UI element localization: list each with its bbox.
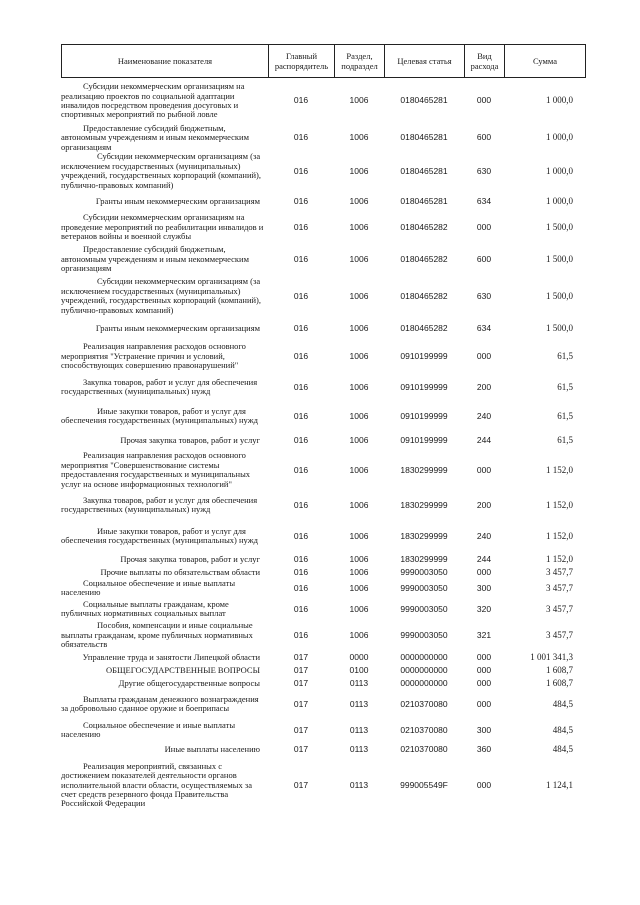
row-sum: 1 500,0: [546, 322, 573, 333]
row-name: Социальное обеспечение и иные выплаты населению: [61, 719, 236, 740]
row-sum: 1 608,7: [546, 664, 573, 675]
row-grbs: 016: [293, 629, 309, 640]
table-row: [61, 430, 585, 450]
row-grbs: 016: [293, 410, 309, 421]
row-name: Закупка товаров, работ и услуг для обеспечения государственных (муниципальных) нужд: [61, 494, 258, 515]
row-name: Реализация направления расходов основного мероприятия "Совершенствование системы предоставления государственных и муниципальных услуг на основе информационных технологий": [61, 450, 251, 489]
table-row: [61, 340, 585, 372]
row-section: 1006: [349, 530, 369, 541]
row-article: 0180465282: [400, 253, 448, 264]
row-article: 0210370080: [400, 698, 448, 709]
row-section: 1006: [349, 499, 369, 510]
row-grbs: 016: [293, 195, 309, 206]
row-type: 000: [476, 95, 492, 106]
row-sum: 1 000,0: [546, 132, 573, 143]
row-grbs: 016: [293, 499, 309, 510]
row-grbs: 016: [293, 530, 309, 541]
table-row: [61, 620, 585, 650]
row-article: 0180465281: [400, 165, 448, 176]
row-name: Гранты иным некоммерческим организациям: [95, 322, 260, 333]
row-grbs: 016: [293, 221, 309, 232]
row-sum: 61,5: [557, 434, 573, 445]
row-section: 0113: [349, 743, 369, 754]
row-section: 1006: [349, 221, 369, 232]
row-grbs: 017: [293, 677, 309, 688]
table-row: [61, 718, 585, 742]
row-sum: 1 152,0: [546, 499, 573, 510]
row-grbs: 016: [293, 566, 309, 577]
row-section: 0113: [349, 677, 369, 688]
row-name: Социальное обеспечение и иные выплаты населению: [61, 577, 236, 598]
row-type: 000: [476, 651, 492, 662]
row-sum: 1 500,0: [546, 221, 573, 232]
table-row: [61, 242, 585, 276]
row-grbs: 016: [293, 464, 309, 475]
row-type: 000: [476, 664, 492, 675]
row-section: 1006: [349, 350, 369, 361]
row-type: 634: [476, 195, 492, 206]
row-article: 0910199999: [400, 350, 448, 361]
row-name: Субсидии некоммерческим организациям (за исключением государственных (муниципальных) учреждений, государственных корпораций (компаний), публично-правовых компаний): [61, 151, 261, 190]
table-row: [61, 664, 585, 676]
row-grbs: 016: [293, 350, 309, 361]
row-section: 1006: [349, 290, 369, 301]
row-type: 630: [476, 290, 492, 301]
row-name: Субсидии некоммерческим организациям на проведение мероприятий по реабилитации инвалидов и ветеранов войны и военной службы: [61, 212, 264, 241]
row-section: 1006: [349, 381, 369, 392]
header-grbs: Главный распорядитель: [269, 45, 335, 78]
row-name: Предоставление субсидий бюджетным, автономным учреждениям и иным некоммерческим организациям: [61, 244, 249, 273]
row-article: 0180465282: [400, 290, 448, 301]
row-article: 0180465281: [400, 95, 448, 106]
row-article: 0210370080: [400, 743, 448, 754]
table-row: [61, 276, 585, 316]
table-row: [61, 78, 585, 124]
row-type: 000: [476, 677, 492, 688]
row-section: 1006: [349, 95, 369, 106]
row-type: 000: [476, 779, 492, 790]
row-name: Субсидии некоммерческим организациям на реализацию проектов по социальной адаптации инвалидов посредством проведения досуговых и спортивных мероприятий по рыбной ловле: [61, 81, 245, 120]
row-type: 300: [476, 724, 492, 735]
row-sum: 3 457,7: [546, 582, 573, 593]
row-name: Закупка товаров, работ и услуг для обеспечения государственных (муниципальных) нужд: [61, 376, 258, 397]
row-section: 1006: [349, 629, 369, 640]
row-sum: 1 152,0: [546, 530, 573, 541]
row-sum: 1 500,0: [546, 253, 573, 264]
row-section: 1006: [349, 132, 369, 143]
row-section: 1006: [349, 165, 369, 176]
row-type: 000: [476, 566, 492, 577]
row-type: 600: [476, 132, 492, 143]
header-section: Раздел, подраздел: [335, 45, 385, 78]
row-sum: 1 001 341,3: [530, 651, 573, 662]
row-section: 1006: [349, 410, 369, 421]
row-type: 000: [476, 698, 492, 709]
row-sum: 484,5: [552, 743, 573, 754]
row-type: 000: [476, 350, 492, 361]
row-name: Управление труда и занятости Липецкой области: [82, 651, 260, 662]
row-article: 999005549F: [400, 779, 448, 790]
row-grbs: 016: [293, 165, 309, 176]
row-article: 9990003050: [400, 629, 448, 640]
row-name: Пособия, компенсации и иные социальные выплаты гражданам, кроме публичных нормативных обязательств: [61, 620, 253, 649]
row-sum: 3 457,7: [546, 603, 573, 614]
row-article: 0000000000: [400, 677, 448, 688]
row-section: 1006: [349, 603, 369, 614]
row-type: 320: [476, 603, 492, 614]
row-name: ОБЩЕГОСУДАРСТВЕННЫЕ ВОПРОСЫ: [105, 664, 260, 675]
row-type: 000: [476, 464, 492, 475]
row-article: 1830299999: [400, 553, 448, 564]
table-row: [61, 742, 585, 756]
row-type: 244: [476, 553, 492, 564]
row-sum: 1 000,0: [546, 165, 573, 176]
row-grbs: 017: [293, 743, 309, 754]
row-section: 0113: [349, 724, 369, 735]
row-article: 0910199999: [400, 434, 448, 445]
row-grbs: 016: [293, 553, 309, 564]
table-row: [61, 212, 585, 242]
row-section: 0100: [349, 664, 369, 675]
row-name: Социальные выплаты гражданам, кроме публичных нормативных социальных выплат: [61, 598, 229, 619]
header-name: Наименование показателя: [62, 45, 269, 78]
row-grbs: 017: [293, 664, 309, 675]
row-section: 1006: [349, 434, 369, 445]
table-row: [61, 152, 585, 190]
row-type: 200: [476, 499, 492, 510]
row-grbs: 016: [293, 95, 309, 106]
table-row: [61, 598, 585, 620]
row-grbs: 016: [293, 253, 309, 264]
row-sum: 61,5: [557, 381, 573, 392]
row-grbs: 016: [293, 603, 309, 614]
table-row: [61, 756, 585, 814]
row-article: 1830299999: [400, 464, 448, 475]
row-type: 200: [476, 381, 492, 392]
table-row: [61, 520, 585, 552]
row-name: Прочая закупка товаров, работ и услуг: [120, 553, 260, 564]
row-grbs: 016: [293, 132, 309, 143]
row-sum: 1 152,0: [546, 464, 573, 475]
table-row: [61, 402, 585, 430]
row-article: 1830299999: [400, 499, 448, 510]
row-article: 0210370080: [400, 724, 448, 735]
row-section: 1006: [349, 566, 369, 577]
row-grbs: 017: [293, 698, 309, 709]
row-section: 1006: [349, 582, 369, 593]
row-type: 634: [476, 322, 492, 333]
table-row: [61, 690, 585, 718]
row-section: 0113: [349, 698, 369, 709]
row-article: 0000000000: [400, 664, 448, 675]
table-row: [61, 490, 585, 520]
row-name: Гранты иным некоммерческим организациям: [95, 195, 260, 206]
row-type: 321: [476, 629, 492, 640]
table-row: [61, 578, 585, 598]
row-article: 0910199999: [400, 381, 448, 392]
row-type: 000: [476, 221, 492, 232]
row-section: 1006: [349, 322, 369, 333]
row-type: 300: [476, 582, 492, 593]
row-type: 360: [476, 743, 492, 754]
row-grbs: 016: [293, 582, 309, 593]
table-row: [61, 552, 585, 566]
row-name: Иные закупки товаров, работ и услуг для обеспечения государственных (муниципальных) нужд: [61, 405, 258, 426]
row-article: 0180465282: [400, 221, 448, 232]
header-type: Вид расхода: [465, 45, 505, 78]
row-article: 9990003050: [400, 603, 448, 614]
row-grbs: 016: [293, 434, 309, 445]
table-row: [61, 566, 585, 578]
row-sum: 484,5: [552, 724, 573, 735]
row-type: 600: [476, 253, 492, 264]
row-name: Другие общегосударственные вопросы: [118, 677, 260, 688]
row-name: Субсидии некоммерческим организациям (за исключением государственных (муниципальных) учреждений, государственных корпораций (компаний), публично-правовых компаний): [61, 276, 261, 315]
row-sum: 1 500,0: [546, 290, 573, 301]
table-row: [61, 450, 585, 490]
row-name: Предоставление субсидий бюджетным, автономным учреждениям и иным некоммерческим организациям: [61, 123, 249, 152]
row-article: 0000000000: [400, 651, 448, 662]
row-sum: 1 000,0: [546, 95, 573, 106]
row-sum: 61,5: [557, 350, 573, 361]
row-type: 244: [476, 434, 492, 445]
row-article: 1830299999: [400, 530, 448, 541]
row-article: 0180465282: [400, 322, 448, 333]
row-sum: 1 124,1: [546, 779, 573, 790]
row-sum: 1 608,7: [546, 677, 573, 688]
row-article: 0180465281: [400, 132, 448, 143]
row-grbs: 017: [293, 724, 309, 735]
row-name: Реализация направления расходов основного мероприятия "Устранение причин и условий, способствующих совершению правонарушений": [61, 341, 246, 370]
row-article: 9990003050: [400, 566, 448, 577]
row-article: 9990003050: [400, 582, 448, 593]
row-grbs: 016: [293, 381, 309, 392]
row-sum: 484,5: [552, 698, 573, 709]
row-sum: 3 457,7: [546, 629, 573, 640]
row-grbs: 017: [293, 651, 309, 662]
row-section: 1006: [349, 253, 369, 264]
row-section: 0113: [349, 779, 369, 790]
row-section: 1006: [349, 464, 369, 475]
row-section: 1006: [349, 195, 369, 206]
row-name: Иные выплаты населению: [164, 743, 260, 754]
row-grbs: 016: [293, 322, 309, 333]
row-section: 1006: [349, 553, 369, 564]
table-header: [61, 44, 586, 78]
row-section: 0000: [349, 651, 369, 662]
row-grbs: 016: [293, 290, 309, 301]
row-name: Выплаты гражданам денежного вознаграждения за добровольно сданное оружие и боеприпасы: [61, 693, 259, 714]
row-name: Иные закупки товаров, работ и услуг для обеспечения государственных (муниципальных) нужд: [61, 525, 258, 546]
row-type: 240: [476, 410, 492, 421]
row-name: Реализация мероприятий, связанных с достижением показателей деятельности органов исполнительной власти области, осуществляемых за счет средств резервного фонда Правительства Российской Федерации: [61, 760, 252, 809]
row-type: 630: [476, 165, 492, 176]
row-grbs: 017: [293, 779, 309, 790]
row-name: Прочая закупка товаров, работ и услуг: [120, 434, 260, 445]
header-sum: Сумма: [505, 45, 586, 78]
table-row: [61, 124, 585, 152]
row-name: Прочие выплаты по обязательствам области: [100, 566, 260, 577]
row-type: 240: [476, 530, 492, 541]
row-sum: 1 152,0: [546, 553, 573, 564]
row-article: 0180465281: [400, 195, 448, 206]
table-row: [61, 676, 585, 690]
row-sum: 61,5: [557, 410, 573, 421]
row-sum: 1 000,0: [546, 195, 573, 206]
row-article: 0910199999: [400, 410, 448, 421]
header-article: Целевая статья: [385, 45, 465, 78]
table-row: [61, 190, 585, 212]
table-row: [61, 316, 585, 340]
table-row: [61, 650, 585, 664]
row-sum: 3 457,7: [546, 566, 573, 577]
table-row: [61, 372, 585, 402]
table-body: [61, 78, 585, 814]
